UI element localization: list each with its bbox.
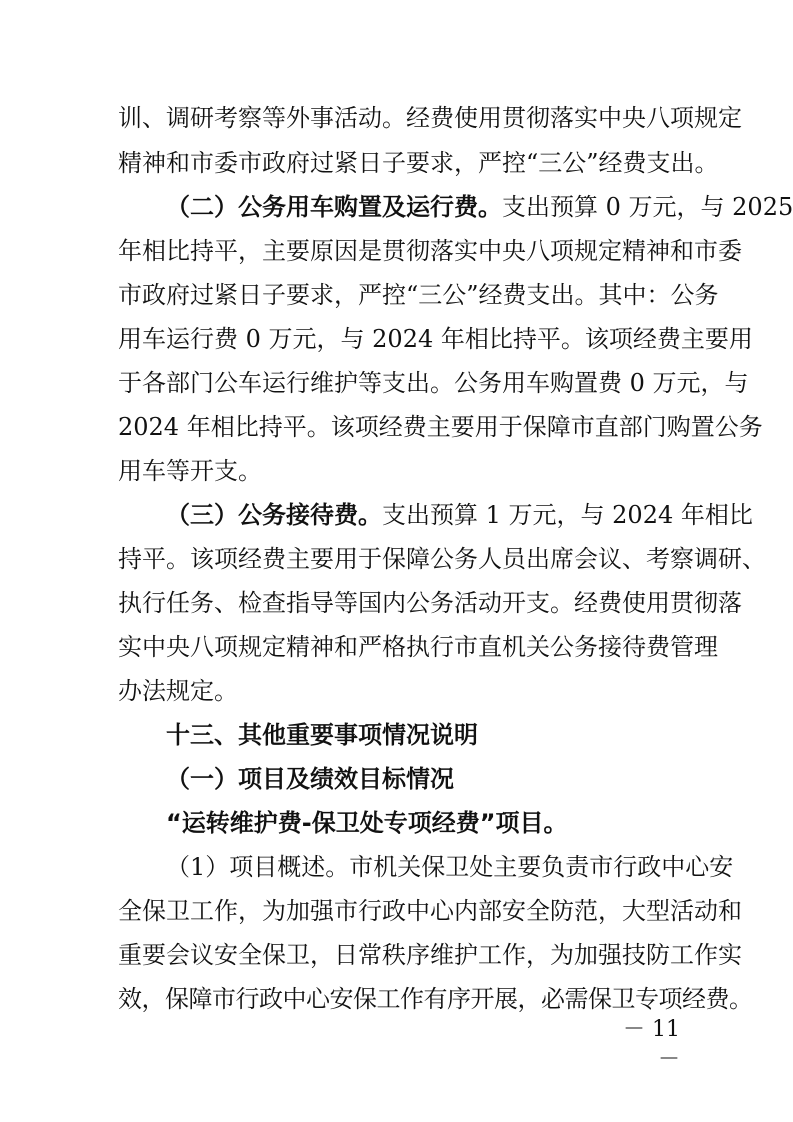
paragraph-first-line: （1）项目概述。市机关保卫处主要负责市行政中心安 (166, 853, 734, 881)
body-text-line: 训、调研考察等外事活动。经费使用贯彻落实中央八项规定 (118, 104, 742, 132)
body-text-line: 效，保障市行政中心安保工作有序开展，必需保卫专项经费。 (118, 985, 753, 1013)
body-text-line: 年相比持平，主要原因是贯彻落实中央八项规定精神和市委 (118, 237, 742, 265)
body-text-line: 持平。该项经费主要用于保障公务人员出席会议、考察调研、 (118, 545, 766, 573)
paragraph-first-line (166, 192, 793, 222)
page-number: － 11 － (623, 1017, 680, 1072)
body-text-line: 全保卫工作，为加强市行政中心内部安全防范，大型活动和 (118, 897, 742, 925)
paragraph-first-line (166, 500, 753, 530)
body-text-line: 办法规定。 (118, 677, 238, 705)
subsection-title: （一）项目及绩效目标情况 (166, 765, 454, 793)
body-text-line: 实中央八项规定精神和严格执行市直机关公务接待费管理 (118, 633, 718, 661)
body-text-line: 市政府过紧日子要求，严控“三公”经费支出。其中：公务 (118, 281, 719, 309)
body-text-line: 用车等开支。 (118, 457, 262, 485)
body-text-line: 重要会议安全保卫，日常秩序维护工作，为加强技防工作实 (118, 941, 742, 969)
body-text-line: 执行任务、检查指导等国内公务活动开支。经费使用贯彻落 (118, 589, 742, 617)
body-text-line: 2024 年相比持平。该项经费主要用于保障市直部门购置公务 (118, 413, 763, 441)
project-title: “运转维护费-保卫处专项经费”项目。 (166, 809, 568, 837)
body-text: 支出预算 1 万元，与 2024 年相比 (382, 501, 753, 529)
section-heading-reception-costs: （三）公务接待费。 (166, 501, 382, 529)
body-text-line: 用车运行费 0 万元，与 2024 年相比持平。该项经费主要用 (118, 325, 753, 353)
section-heading-vehicle-costs: （二）公务用车购置及运行费。 (166, 193, 502, 221)
section-title: 十三、其他重要事项情况说明 (166, 721, 478, 749)
body-text-line: 于各部门公车运行维护等支出。公务用车购置费 0 万元，与 (118, 369, 749, 397)
body-text: 支出预算 0 万元，与 2025 (502, 193, 793, 221)
body-text-line: 精神和市委市政府过紧日子要求，严控“三公”经费支出。 (118, 149, 719, 177)
